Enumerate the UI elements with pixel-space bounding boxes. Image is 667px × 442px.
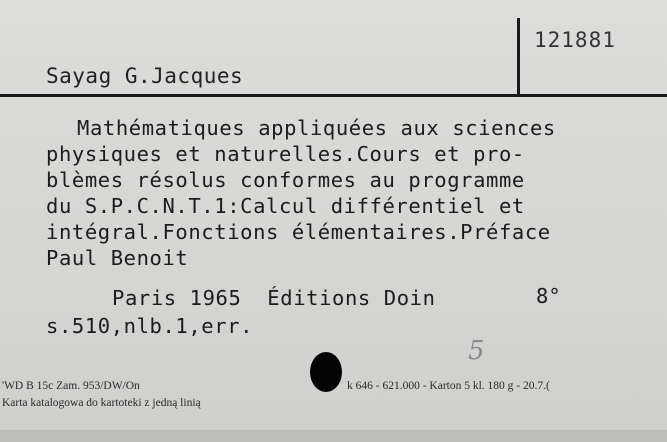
description-line: du S.P.C.N.T.1:Calcul différentiel et bbox=[46, 194, 525, 218]
description-line: Paul Benoit bbox=[46, 246, 189, 270]
pencil-mark: 5 bbox=[468, 336, 485, 366]
header-vertical-rule bbox=[517, 18, 520, 96]
format: 8° bbox=[536, 284, 561, 308]
imprint: Paris 1965 Éditions Doin bbox=[112, 286, 436, 310]
description-line: intégral.Fonctions élémentaires.Préface bbox=[46, 220, 551, 244]
card-bottom-edge bbox=[0, 430, 667, 442]
collation: s.510,nlb.1,err. bbox=[46, 314, 254, 338]
footer-printer-left: 'WD B 15c Zam. 953/DW/On bbox=[2, 380, 140, 392]
call-number: 121881 bbox=[534, 28, 616, 52]
punch-hole bbox=[310, 352, 342, 392]
footer-printer-right: k 646 - 621.000 - Karton 5 kl. 180 g - 20.7.( bbox=[347, 380, 550, 392]
footer-card-note: Karta katalogowa do kartoteki z jedną linią bbox=[2, 397, 201, 409]
author-heading: Sayag G.Jacques bbox=[46, 64, 244, 88]
header-horizontal-rule bbox=[0, 94, 667, 97]
description-line: blèmes résolus conformes au programme bbox=[46, 168, 525, 192]
description-line: Mathématiques appliquées aux sciences bbox=[77, 116, 556, 140]
description-line: physiques et naturelles.Cours et pro- bbox=[46, 142, 525, 166]
